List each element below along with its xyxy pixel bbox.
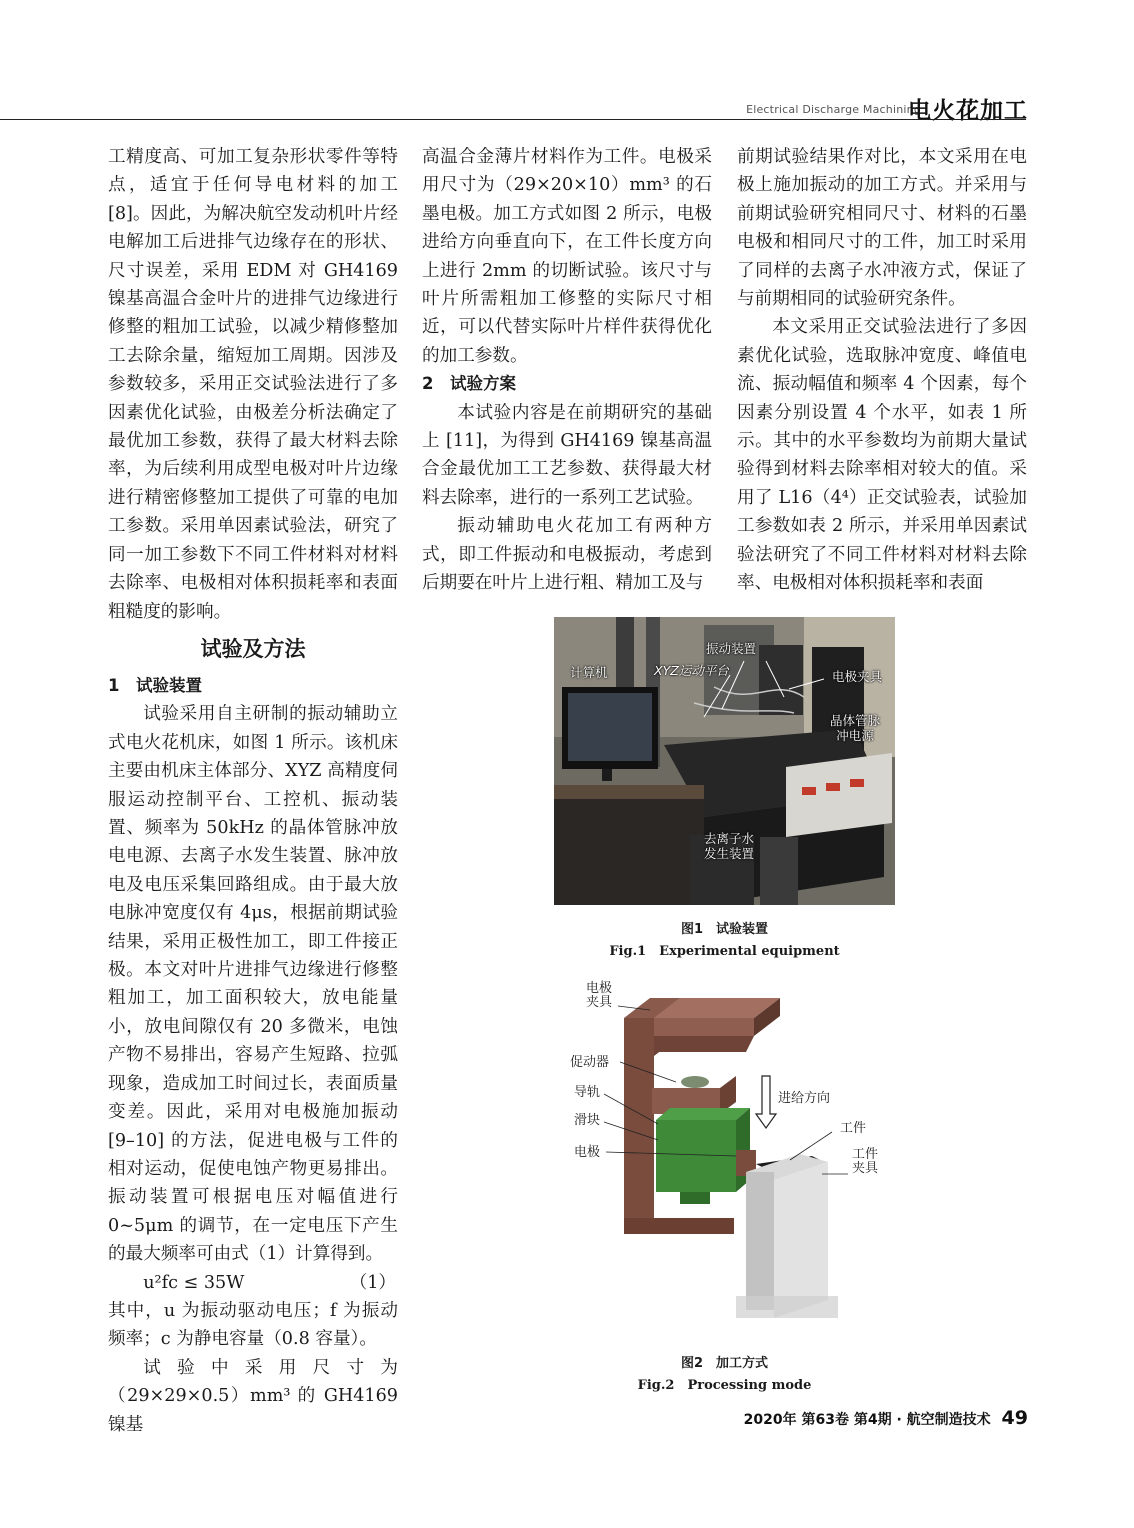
- paragraph-intro-continued: 工精度高、可加工复杂形状零件等特点，适宜于任何导电材料的加工 [8]。因此，为解决航空发动机叶片经电解加工后进排气边缘存在的形状、尺寸误差，采用 EDM 对 GH4169 镍基高温合金叶片的进排气边缘进行修整的粗加工试验，以减少精修整加工去除余量，缩短加工周期。因涉及参数较多，采用正交试验法进行了多因素优化试验，由极差分析法确定了最优加工参数，获得了最大材料去除率，为后续利用成型电极对叶片边缘进行精密修整加工提供了可靠的电加工参数。采用单因素试验法，研究了同一加工参数下不同工件材料对材料去除率、电极相对体积损耗率和表面粗糙度的影响。: [108, 147, 398, 622]
- paragraph-variables: 其中，u 为振动驱动电压；f 为振动频率；c 为静电容量（0.8 容量）。: [108, 1300, 398, 1350]
- label-electrode-holder: 电极夹具: [832, 669, 883, 684]
- column-1-bottom: [108, 672, 398, 1439]
- column-2: [422, 143, 712, 598]
- equation-number: （1）: [349, 1272, 396, 1293]
- journal-issue: 2020年 第63卷 第4期 · 航空制造技术: [743, 1412, 991, 1428]
- label-workpiece: 工件: [840, 1121, 867, 1136]
- running-header-chinese: 电火花加工: [908, 98, 1028, 124]
- label-electrode-holder-line1: 电极: [586, 981, 613, 996]
- page-footer: [744, 1407, 1028, 1429]
- column-3: [737, 143, 1027, 598]
- label-deionized-water-line1: 去离子水: [703, 831, 754, 846]
- label-pulse-power: [822, 713, 888, 743]
- experimental-setup-illustration: [554, 617, 895, 905]
- equation-body: u²fc ≤ 35W: [143, 1272, 245, 1293]
- paragraph-sample-line2: （29×29×0.5）mm³ 的 GH4169 镍基: [108, 1386, 398, 1435]
- label-pulse-power-line2: 冲电源: [836, 728, 874, 743]
- label-electrode: 电极: [574, 1145, 601, 1160]
- label-guide-rail: 导轨: [574, 1085, 601, 1100]
- label-computer: 计算机: [570, 665, 608, 680]
- label-workpiece-fixture-line2: 夹具: [852, 1161, 879, 1176]
- figure-1-caption-zh: 图1 试验装置: [680, 922, 769, 937]
- label-deionized-water-line2: 发生装置: [703, 846, 754, 861]
- subheading-equipment: 1 试验装置: [108, 676, 202, 695]
- label-electrode-holder-line2: 夹具: [586, 995, 613, 1010]
- label-workpiece-fixture: [852, 1148, 878, 1176]
- label-deionized-water: [696, 831, 762, 861]
- equation-1: [108, 1269, 398, 1297]
- paragraph-sample-line1: 试 验 中 采 用 尺 寸 为: [143, 1357, 398, 1378]
- paragraph-scheme: 本试验内容是在前期研究的基础上 [11]，为得到 GH4169 镍基高温合金最优加工工艺参数、获得最大材料去除率，进行的一系列工艺试验。: [422, 402, 712, 508]
- figure-1-caption-en: Fig.1 Experimental equipment: [609, 944, 840, 959]
- label-electrode-holder: [586, 982, 612, 1010]
- processing-mode-illustration: [560, 978, 890, 1338]
- figure-1-photo: [554, 617, 895, 905]
- paragraph-equipment: 试验采用自主研制的振动辅助立式电火花机床，如图 1 所示。该机床主要由机床主体部分、XYZ 高精度伺服运动控制平台、工控机、振动装置、频率为 50kHz 的晶体管脉冲放电电源、去离子水发生装置、脉冲放电及电压采集回路组成。由于最大放电脉冲宽度仅有 4μs，根据前期试验结果，采用正极性加工，即工件接正极。本文对叶片进排气边缘进行修整粗加工，加工面积较大，放电能量小，放电间隙仅有 20 多微米，电蚀产物不易排出，容易产生短路、拉弧现象，造成加工时间过长，表面质量变差。因此，采用对电极施加振动 [9–10] 的方法，促进电极与工件的相对运动，促使电蚀产物更易排出。振动装置可根据电压对幅值进行 0~5μm 的调节，在一定电压下产生的最大频率可由式（1）计算得到。: [108, 704, 398, 1265]
- paragraph-comparison: 前期试验结果作对比，本文采用在电极上施加振动的加工方式。并采用与前期试验研究相同尺寸、材料的石墨电极和相同尺寸的工件，加工时采用了同样的去离子水冲液方式，保证了与前期相同的试验研究条件。: [737, 147, 1027, 310]
- subheading-scheme: 2 试验方案: [422, 374, 516, 394]
- figure-2-caption-en: Fig.2 Processing mode: [637, 1378, 812, 1393]
- label-pulse-power-line1: 晶体管脉: [829, 713, 880, 728]
- paragraph-orthogonal: 本文采用正交试验法进行了多因素优化试验，选取脉冲宽度、峰值电流、振动幅值和频率 4 个因素，每个因素分别设置 4 个水平，如表 1 所示。其中的水平参数均为前期大量试验得到材料去除率相对较大的值。采用了 L16（4⁴）正交试验表，试验加工参数如表 2 所示，并采用单因素试验法研究了不同工件材料对材料去除率、电极相对体积损耗率和表面: [737, 317, 1027, 594]
- page-number: 49: [1001, 1407, 1028, 1429]
- figure-2-caption-zh: 图2 加工方式: [680, 1356, 769, 1371]
- header-rule: [0, 119, 1026, 120]
- figure-2-diagram: [560, 978, 890, 1338]
- running-header-english: Electrical Discharge Machining: [746, 103, 921, 116]
- label-xyz-stage: XYZ运动平台: [654, 663, 729, 678]
- label-actuator: 促动器: [570, 1055, 610, 1070]
- label-workpiece-fixture-line1: 工件: [852, 1147, 879, 1162]
- section-title: 试验及方法: [200, 637, 306, 661]
- label-slider: 滑块: [574, 1113, 601, 1128]
- paragraph-workpiece: 高温合金薄片材料作为工件。电极采用尺寸为（29×20×10）mm³ 的石墨电极。加工方式如图 2 所示，电极进给方向垂直向下，在工件长度方向上进行 2mm 的切断试验。该尺寸与叶片所需粗加工修整的实际尺寸相近，可以代替实际叶片样件获得优化的加工参数。: [422, 147, 712, 366]
- column-1-top: [108, 143, 398, 626]
- paragraph-vibration-modes: 振动辅助电火花加工有两种方式，即工件振动和电极振动，考虑到后期要在叶片上进行粗、精加工及与: [422, 516, 712, 594]
- label-feed-direction: 进给方向: [778, 1091, 831, 1106]
- label-vibration-device: 振动装置: [706, 641, 757, 656]
